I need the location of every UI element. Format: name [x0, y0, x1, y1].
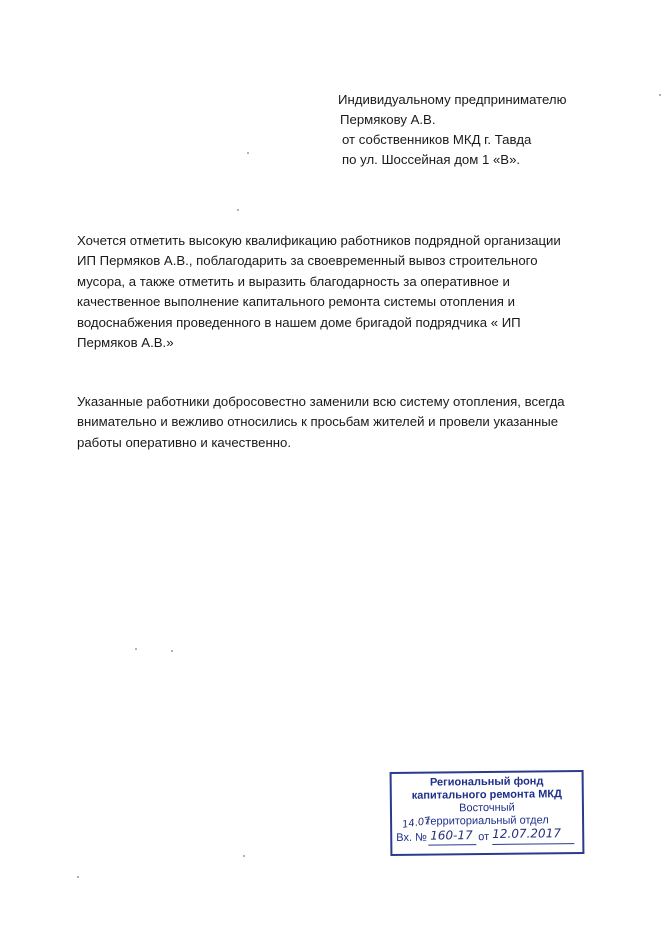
paragraph-line: работы оперативно и качественно. [77, 434, 292, 450]
registration-stamp [390, 770, 585, 856]
workers-paragraph [77, 392, 617, 453]
paragraph-line: ИП Пермяков А.В., поблагодарить за своевременный вывоз строительного [77, 253, 538, 269]
stamp-line-4: территориальный отдел [425, 814, 549, 828]
paragraph-line: водоснабжения проведенного в нашем доме бригадой подрядчика « ИП [77, 314, 521, 330]
stamp-line-2: капитального ремонта МКД [411, 788, 562, 802]
stamp-handwritten-small-date: 14.07 [401, 815, 432, 831]
gratitude-paragraph [77, 231, 617, 353]
stamp-handwritten-date: 12.07.2017 [492, 826, 562, 841]
stamp-line-3: Восточный [459, 801, 515, 815]
paragraph-line: мусора, а также отметить и выразить благодарность за оперативное и [77, 273, 510, 289]
addressee-block [338, 90, 567, 170]
paragraph-line: Пермяков А.В.» [77, 335, 174, 351]
stamp-date-underline [492, 843, 574, 845]
addressee-line-2: Пермякову А.В. [340, 112, 436, 127]
paragraph-line: качественное выполнение капитального ремонта системы отопления и [77, 294, 515, 310]
addressee-line-4: по ул. Шоссейная дом 1 «В». [342, 152, 521, 167]
stamp-reg-prefix: Вх. № [396, 831, 427, 844]
stamp-reg-from: от [478, 830, 490, 844]
stamp-number-underline [428, 844, 476, 846]
addressee-line-3: от собственников МКД г. Тавда [342, 132, 532, 147]
stamp-line-1: Региональный фонд [429, 775, 544, 789]
paragraph-line: Указанные работники добросовестно заменили всю систему отопления, всегда [77, 394, 565, 409]
addressee-line-1: Индивидуальному предпринимателю [338, 92, 567, 107]
stamp-handwritten-number: 160-17 [430, 828, 473, 843]
paragraph-line: Хочется отметить высокую квалификацию работников подрядной организации [77, 233, 561, 248]
paragraph-line: внимательно и вежливо относились к просьбам жителей и провели указанные [77, 414, 559, 430]
